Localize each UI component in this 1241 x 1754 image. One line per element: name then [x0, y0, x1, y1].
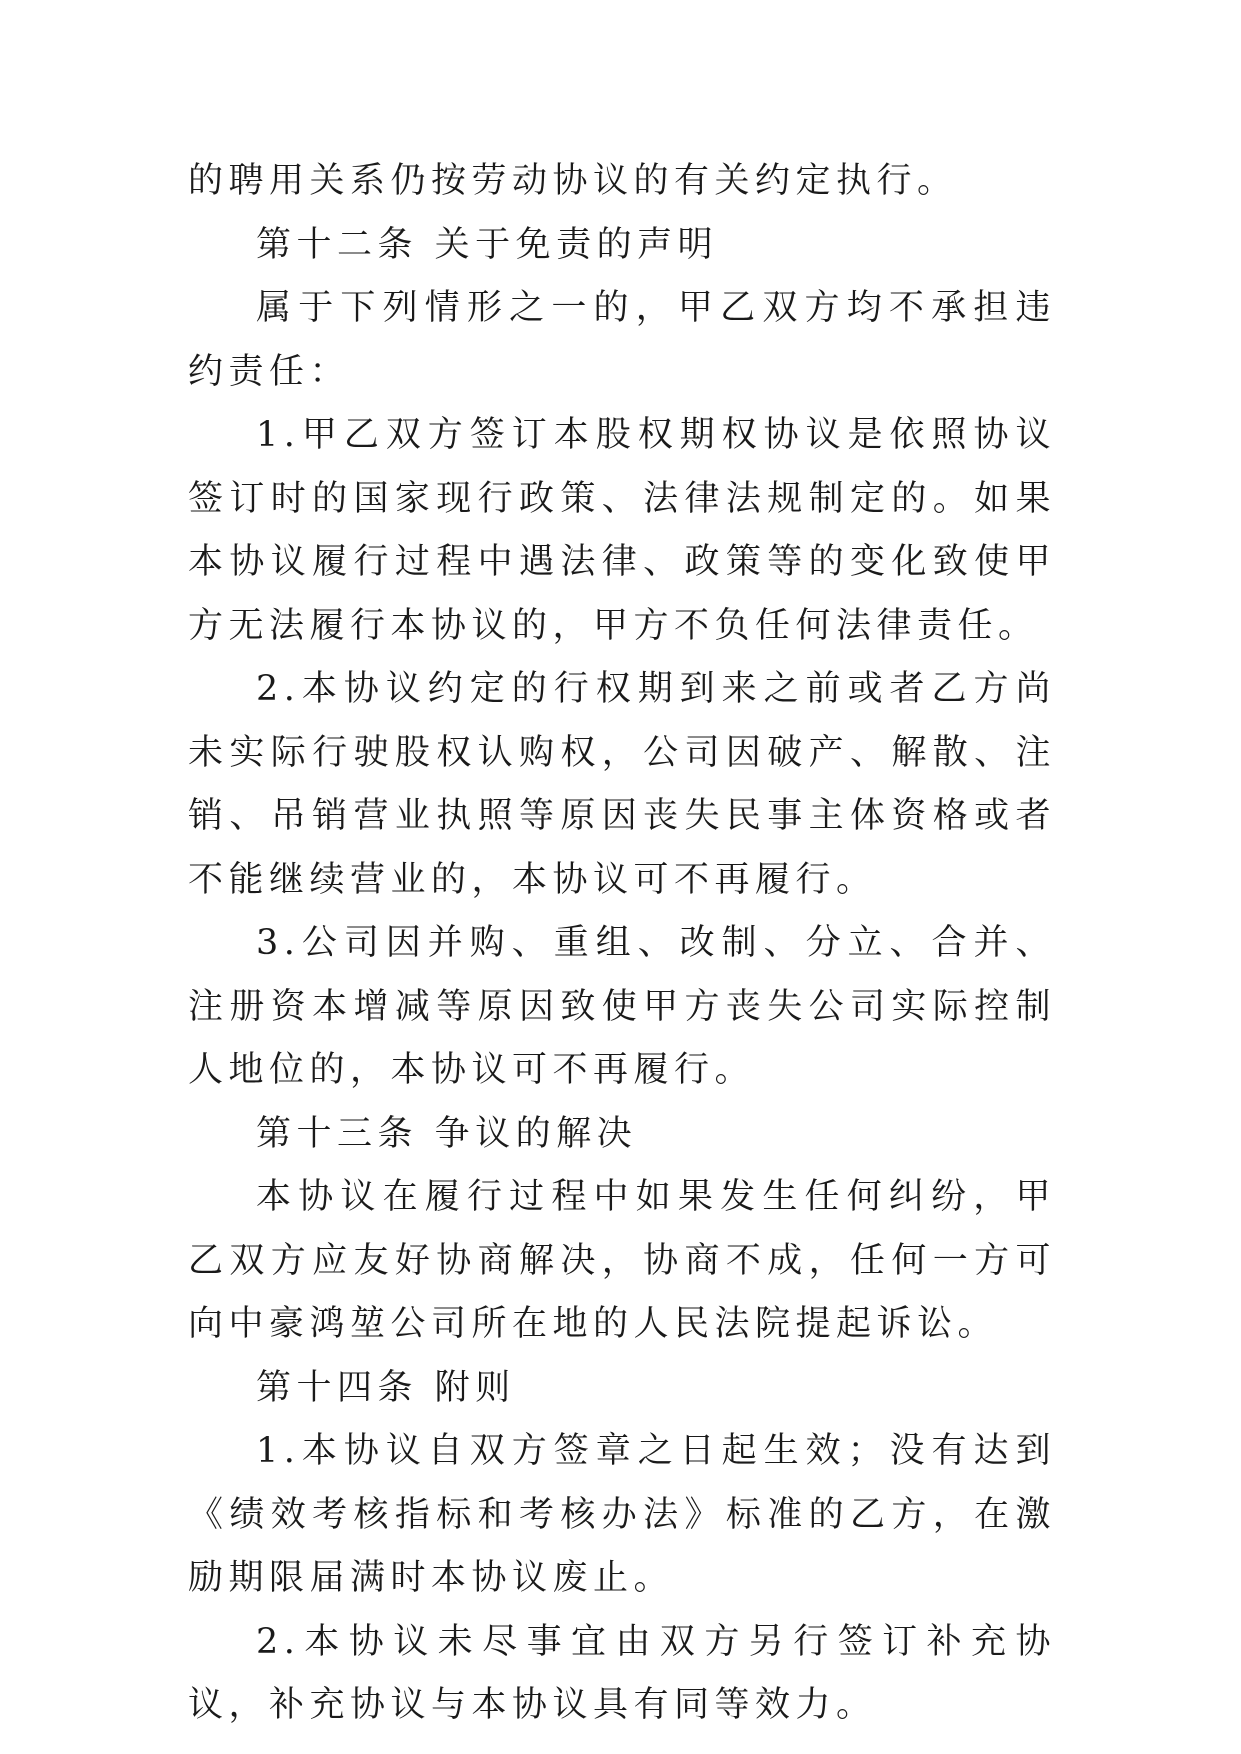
paragraph-exemption-item-3: 3.公司因并购、重组、改制、分立、合并、注册资本增减等原因致使甲方丧失公司实际控制人地位的，本协议可不再履行。: [188, 923, 1056, 1090]
paragraph-dispute-resolution: 本协议在履行过程中如果发生任何纠纷，甲乙双方应友好协商解决，协商不成，任何一方可向中豪鸿堃公司所在地的人民法院提起诉讼。: [188, 1177, 1056, 1344]
section-heading-14: 第十四条 附则: [256, 1367, 516, 1408]
document-body: [188, 150, 1056, 1738]
paragraph-appendix-item-1: 1.本协议自双方签章之日起生效；没有达到《绩效考核指标和考核办法》标准的乙方，在激励期限届满时本协议废止。: [188, 1431, 1056, 1598]
section-heading-13: 第十三条 争议的解决: [256, 1113, 638, 1154]
paragraph-appendix-item-2: 2.本协议未尽事宜由双方另行签订补充协议，补充协议与本协议具有同等效力。: [188, 1621, 1056, 1725]
section-heading-12: 第十二条 关于免责的声明: [256, 224, 719, 265]
paragraph-continuation: 的聘用关系仍按劳动协议的有关约定执行。: [188, 161, 958, 201]
paragraph-exemption-item-1: 1.甲乙双方签订本股权期权协议是依照协议签订时的国家现行政策、法律法规制定的。如果本协议履行过程中遇法律、政策等的变化致使甲方无法履行本协议的，甲方不负任何法律责任。: [188, 415, 1056, 646]
paragraph-exemption-intro: 属于下列情形之一的，甲乙双方均不承担违约责任：: [188, 288, 1056, 392]
paragraph-exemption-item-2: 2.本协议约定的行权期到来之前或者乙方尚未实际行驶股权认购权，公司因破产、解散、注销、吊销营业执照等原因丧失民事主体资格或者不能继续营业的，本协议可不再履行。: [188, 669, 1056, 900]
